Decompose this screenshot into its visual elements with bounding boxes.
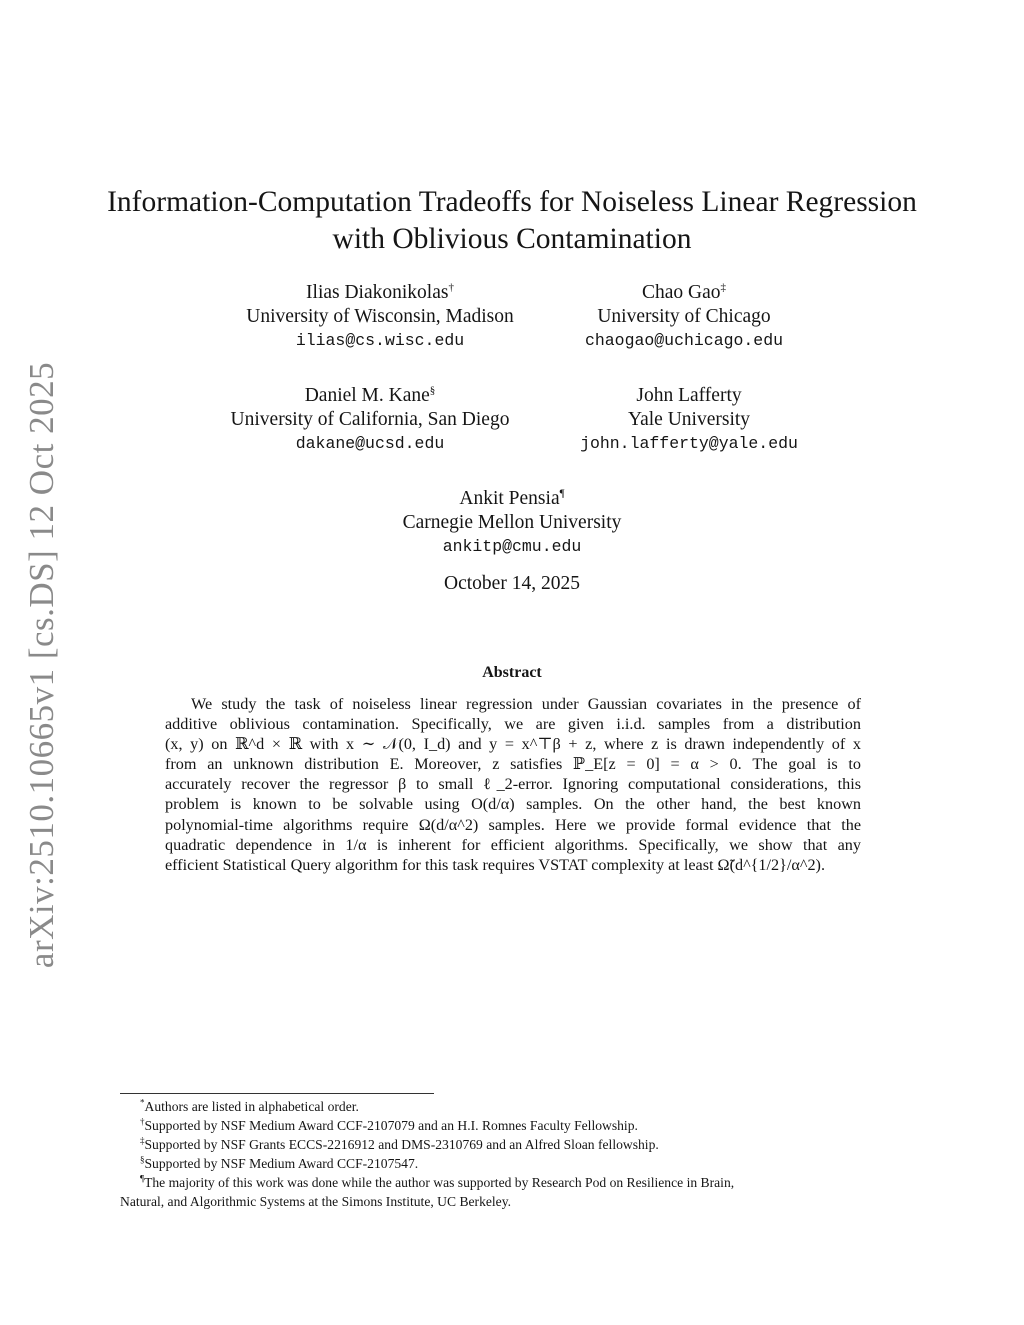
footnote-mark: ¶ xyxy=(140,1173,145,1184)
author-affiliation: University of Chicago xyxy=(597,306,771,327)
footnote xyxy=(120,1135,910,1154)
footnote-mark: ‡ xyxy=(140,1135,145,1146)
author-affiliation: Carnegie Mellon University xyxy=(402,512,622,533)
title-line-2: with Oblivious Contamination xyxy=(332,223,692,255)
author-footnote-mark: ‡ xyxy=(720,281,727,294)
publication-date: October 14, 2025 xyxy=(444,573,580,594)
abstract-line: (x, y) on ℝ^d × ℝ with x ∼ 𝒩(0, I_d) and y = x^⊤β + z, where z is drawn independently of x xyxy=(165,735,861,754)
author-name: John Lafferty xyxy=(636,385,742,406)
footnote-text: Authors are listed in alphabetical order. xyxy=(144,1099,359,1114)
footnote xyxy=(120,1154,910,1173)
abstract-line: We study the task of noiseless linear regression under Gaussian covariates in the presence of xyxy=(191,695,861,713)
footnote-text: Supported by NSF Grants ECCS-2216912 and DMS-2310769 and an Alfred Sloan fellowship. xyxy=(144,1137,659,1152)
footnote-mark: * xyxy=(140,1097,145,1108)
abstract-line: efficient Statistical Query algorithm for this task requires VSTAT complexity at least Ω̃(d^{1/2}/α^2). xyxy=(165,855,825,874)
author-email[interactable]: ilias@cs.wisc.edu xyxy=(295,331,465,350)
abstract-line: accurately recover the regressor β to small ℓ_2-error. Ignoring computational considerations, this xyxy=(165,775,861,794)
author-footnote-mark: † xyxy=(448,281,454,294)
author-name: Ilias Diakonikolas xyxy=(306,282,449,303)
abstract-line: from an unknown distribution E. Moreover, z satisfies ℙ_E[z = 0] = α > 0. The goal is to xyxy=(165,755,861,774)
footnotes xyxy=(120,1097,910,1211)
footnote xyxy=(120,1173,910,1192)
author-footnote-mark: § xyxy=(429,384,436,397)
author-name: Chao Gao xyxy=(641,282,721,303)
abstract-line: problem is known to be solvable using O(d/α) samples. On the other hand, the best known xyxy=(165,795,861,814)
abstract-line: additive oblivious contamination. Specifically, we are given i.i.d. samples from a distribution xyxy=(165,715,861,734)
footnote-mark: § xyxy=(140,1154,145,1165)
author-name: Daniel M. Kane xyxy=(304,385,430,406)
author-block xyxy=(474,281,894,353)
author-email[interactable]: ankitp@cmu.edu xyxy=(442,537,582,556)
author-affiliation: University of California, San Diego xyxy=(230,409,510,430)
author-name: Ankit Pensia xyxy=(459,488,560,509)
abstract-line: polynomial-time algorithms require Ω(d/α^2) samples. Here we provide formal evidence that the xyxy=(165,815,861,834)
abstract-body xyxy=(165,694,861,875)
author-block xyxy=(302,487,722,559)
footnote-divider xyxy=(120,1093,434,1094)
footnote-text: Supported by NSF Medium Award CCF-2107547. xyxy=(144,1156,419,1171)
footnote xyxy=(120,1097,910,1116)
author-email[interactable]: john.lafferty@yale.edu xyxy=(580,434,798,453)
footnote-text: The majority of this work was done while the author was supported by Research Pod on Resilience in Brain, xyxy=(144,1175,735,1190)
author-email[interactable]: dakane@ucsd.edu xyxy=(295,434,445,453)
paper-title xyxy=(100,184,924,258)
footnote-text: Supported by NSF Medium Award CCF-2107079 and an H.I. Romnes Faculty Fellowship. xyxy=(144,1118,638,1133)
abstract-line: quadratic dependence in 1/α is inherent for efficient algorithms. Specifically, we show that any xyxy=(165,835,861,854)
footnote-continuation: Natural, and Algorithmic Systems at the Simons Institute, UC Berkeley. xyxy=(120,1194,512,1209)
author-footnote-mark: ¶ xyxy=(559,487,565,500)
author-block xyxy=(479,384,899,456)
footnote xyxy=(120,1116,910,1135)
footnote-mark: † xyxy=(140,1116,145,1127)
arxiv-identifier-stamp: arXiv:2510.10665v1 [cs.DS] 12 Oct 2025 xyxy=(22,361,61,969)
author-affiliation: University of Wisconsin, Madison xyxy=(246,306,514,327)
author-affiliation: Yale University xyxy=(627,409,751,430)
author-email[interactable]: chaogao@uchicago.edu xyxy=(584,331,784,350)
title-line-1: Information-Computation Tradeoffs for Noiseless Linear Regression xyxy=(107,186,917,218)
abstract-heading: Abstract xyxy=(482,664,542,681)
